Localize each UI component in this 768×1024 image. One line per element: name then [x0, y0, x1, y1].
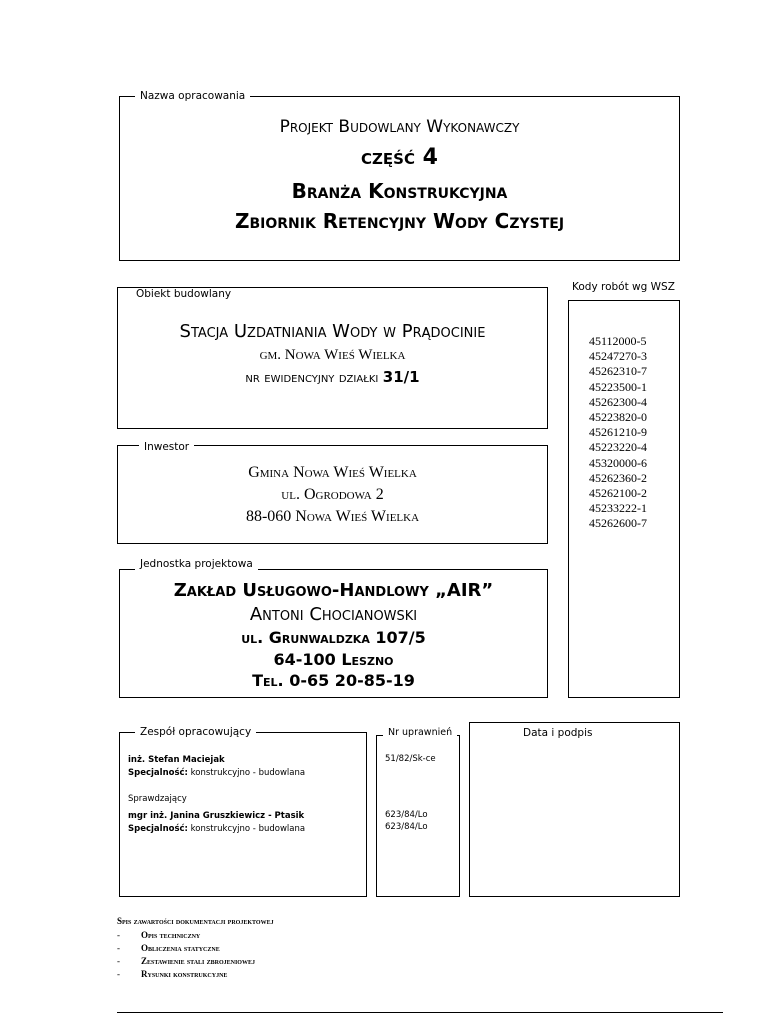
parcel-number: 31/1 [382, 368, 420, 386]
toc-item [117, 968, 274, 981]
work-code: 45262300-4 [589, 394, 647, 409]
work-code: 45262100-2 [589, 486, 647, 501]
bottom-divider [117, 1012, 723, 1013]
designer-spec-label: Specjalność: [128, 768, 188, 778]
toc-item-label: Zestawienie stali zbrojeniowej [141, 956, 255, 966]
team-legend: Zespół opracowujący [135, 726, 256, 738]
checker-license-2: 623/84/Lo [385, 822, 428, 832]
designer-spec [128, 768, 305, 779]
design-unit-legend: Jednostka projektowa [135, 558, 258, 570]
work-code: 45112000-5 [589, 334, 647, 348]
toc-bullet: - [117, 956, 120, 966]
designer-license: 51/82/Sk-ce [385, 754, 436, 764]
checker-role: Sprawdzający [128, 794, 187, 804]
company-street: ul. Grunwaldzka 107/5 [241, 628, 426, 647]
object-title: Zbiornik Retencyjny Wody Czystej [234, 209, 565, 233]
toc-item-label: Obliczenia statyczne [141, 943, 220, 953]
investor-street: ul. Ogrodowa 2 [281, 486, 384, 503]
team-box [119, 732, 367, 897]
work-code: 45233222-1 [589, 501, 647, 516]
toc [117, 915, 274, 981]
building-commune: gm. Nowa Wieś Wielka [259, 347, 406, 363]
toc-item [117, 955, 274, 968]
title-box [119, 96, 680, 261]
investor-city: 88-060 Nowa Wieś Wielka [245, 508, 420, 525]
toc-list [117, 929, 274, 981]
document-part: część 4 [361, 145, 438, 170]
license-box [376, 735, 460, 897]
discipline: Branża Konstrukcyjna [291, 179, 508, 203]
codes-list [589, 334, 647, 532]
toc-title: Spis zawartości dokumentacji projektowej [117, 916, 274, 926]
toc-bullet: - [117, 969, 120, 979]
date-box [469, 722, 680, 897]
work-code: 45262360-2 [589, 470, 647, 485]
building-box [117, 287, 548, 429]
designer-name: inż. Stefan Maciejak [128, 755, 225, 765]
company-phone: Tel. 0-65 20-85-19 [252, 671, 415, 690]
investor-box [117, 445, 548, 544]
toc-item [117, 929, 274, 942]
work-code: 45223500-1 [589, 379, 647, 394]
building-name: Stacja Uzdatniania Wody w Prądocinie [179, 321, 486, 342]
toc-bullet: - [117, 930, 120, 940]
document-type: Projekt Budowlany Wykonawczy [279, 117, 520, 137]
company-city: 64-100 Leszno [273, 650, 394, 669]
checker-spec-value: konstrukcyjno - budowlana [187, 824, 306, 834]
work-code: 45261210-9 [589, 425, 647, 440]
title-legend: Nazwa opracowania [135, 90, 250, 102]
checker-spec-label: Specjalność: [128, 824, 188, 834]
work-code: 45262310-7 [589, 364, 647, 379]
investor-legend: Inwestor [139, 441, 194, 453]
design-unit-box [119, 569, 548, 698]
work-code: 45223820-0 [589, 410, 647, 425]
checker-name: mgr inż. Janina Gruszkiewicz - Ptasik [128, 811, 305, 821]
building-legend: Obiekt budowlany [131, 288, 236, 300]
toc-bullet: - [117, 943, 120, 953]
work-code: 45247270-3 [589, 349, 647, 364]
designer-spec-value: konstrukcyjno - budowlana [187, 768, 306, 778]
work-code: 45320000-6 [589, 455, 647, 470]
work-code: 45223220-4 [589, 440, 647, 455]
codes-header: Kody robót wg WSZ [572, 281, 675, 293]
company-name: Zakład Usługowo-Handlowy „AIR” [173, 580, 494, 601]
investor-name: Gmina Nowa Wieś Wielka [248, 464, 417, 481]
checker-spec [128, 824, 305, 835]
parcel-label: nr ewidencyjny działki [245, 370, 383, 386]
codes-box [568, 300, 680, 698]
date-header: Data i podpis [523, 727, 593, 739]
building-parcel [118, 368, 547, 387]
toc-item-label: Rysunki konstrukcyjne [141, 969, 228, 979]
toc-item-label: Opis techniczny [141, 930, 201, 940]
company-owner: Antoni Chocianowski [249, 604, 418, 625]
license-header: Nr uprawnień [383, 727, 457, 747]
toc-item [117, 942, 274, 955]
work-code: 45262600-7 [589, 516, 647, 531]
checker-license-1: 623/84/Lo [385, 810, 428, 820]
